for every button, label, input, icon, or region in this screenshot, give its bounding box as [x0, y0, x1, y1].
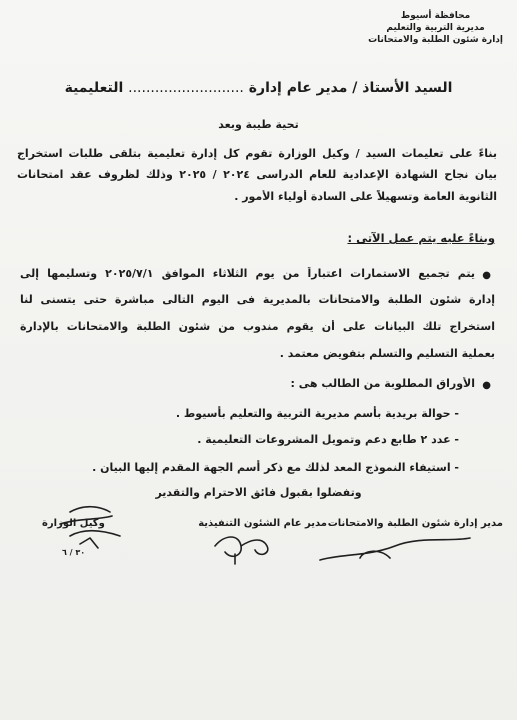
closing-line: وتفضلوا بقبول فائق الاحترام والتقدير — [155, 486, 362, 499]
signature-title-left: وكيل الوزارة — [42, 518, 105, 529]
letterhead — [368, 10, 503, 46]
intro-line-2: بيان نجاح الشهادة الإعدادية للعام الدراسى ٢٠٢٤ / ٢٠٢٥ وذلك لظروف عقد امتحانات — [17, 168, 497, 181]
addressee-line — [30, 80, 487, 96]
addressee-suffix: التعليمية — [64, 80, 124, 96]
addressee-dots: .......................... — [128, 80, 244, 96]
signature-title-right: مدير إدارة شئون الطلبة والامتحانات — [327, 518, 503, 529]
item1-line-2: إدارة شئون الطلبة والامتحانات بالمديرية فى اليوم التالى مباشرة حتى يتسنى لنا — [20, 293, 495, 306]
letterhead-department: إدارة شئون الطلبة والامتحانات — [368, 35, 503, 45]
handwritten-date: ٣٠ / ٦ — [62, 548, 86, 557]
signature-scribble-right — [300, 528, 480, 568]
bullet-icon: ● — [482, 380, 491, 391]
signature-title-middle: مدير عام الشئون التنفيذية — [198, 518, 327, 529]
item1-line-4: بعملية التسليم والتسلم بتفويض معتمد . — [279, 347, 495, 360]
requirement-2: - عدد ٢ طابع دعم وتمويل المشروعات التعليمية . — [197, 433, 459, 446]
item1-line-1: يتم تجميع الاستمارات اعتباراً من يوم الثلاثاء الموافق ٢٠٢٥/٧/١ وتسليمها إلى — [20, 267, 475, 280]
requirement-1: - حوالة بريدية بأسم مديرية التربية والتعليم بأسيوط . — [175, 407, 459, 420]
item1-line-3: استخراج تلك البيانات على أن يقوم مندوب من شئون الطلبة والامتحانات بالإدارة — [20, 320, 495, 333]
letterhead-directorate: مديرية التربية والتعليم — [386, 23, 485, 33]
greeting: تحية طيبة وبعد — [218, 118, 299, 131]
requirements-heading: الأوراق المطلوبة من الطالب هى : — [290, 377, 475, 390]
subheading: وبناءً عليه يتم عمل الآتى : — [347, 231, 495, 245]
addressee-prefix: السيد الأستاذ / مدير عام إدارة — [248, 80, 453, 96]
bullet-icon: ● — [482, 270, 491, 281]
intro-line-1: بناءً على تعليمات السيد / وكيل الوزارة تقوم كل إدارة تعليمية بتلقى طلبات استخراج — [17, 147, 497, 160]
signature-scribble-middle — [205, 526, 285, 566]
intro-line-3: الثانوية العامة وتسهيلاً على السادة أولياء الأمور . — [234, 190, 497, 203]
letterhead-governorate: محافظة أسيوط — [400, 11, 471, 21]
requirement-3: - استيفاء النموذج المعد لذلك مع ذكر أسم الجهة المقدم إليها البيان . — [92, 461, 459, 474]
